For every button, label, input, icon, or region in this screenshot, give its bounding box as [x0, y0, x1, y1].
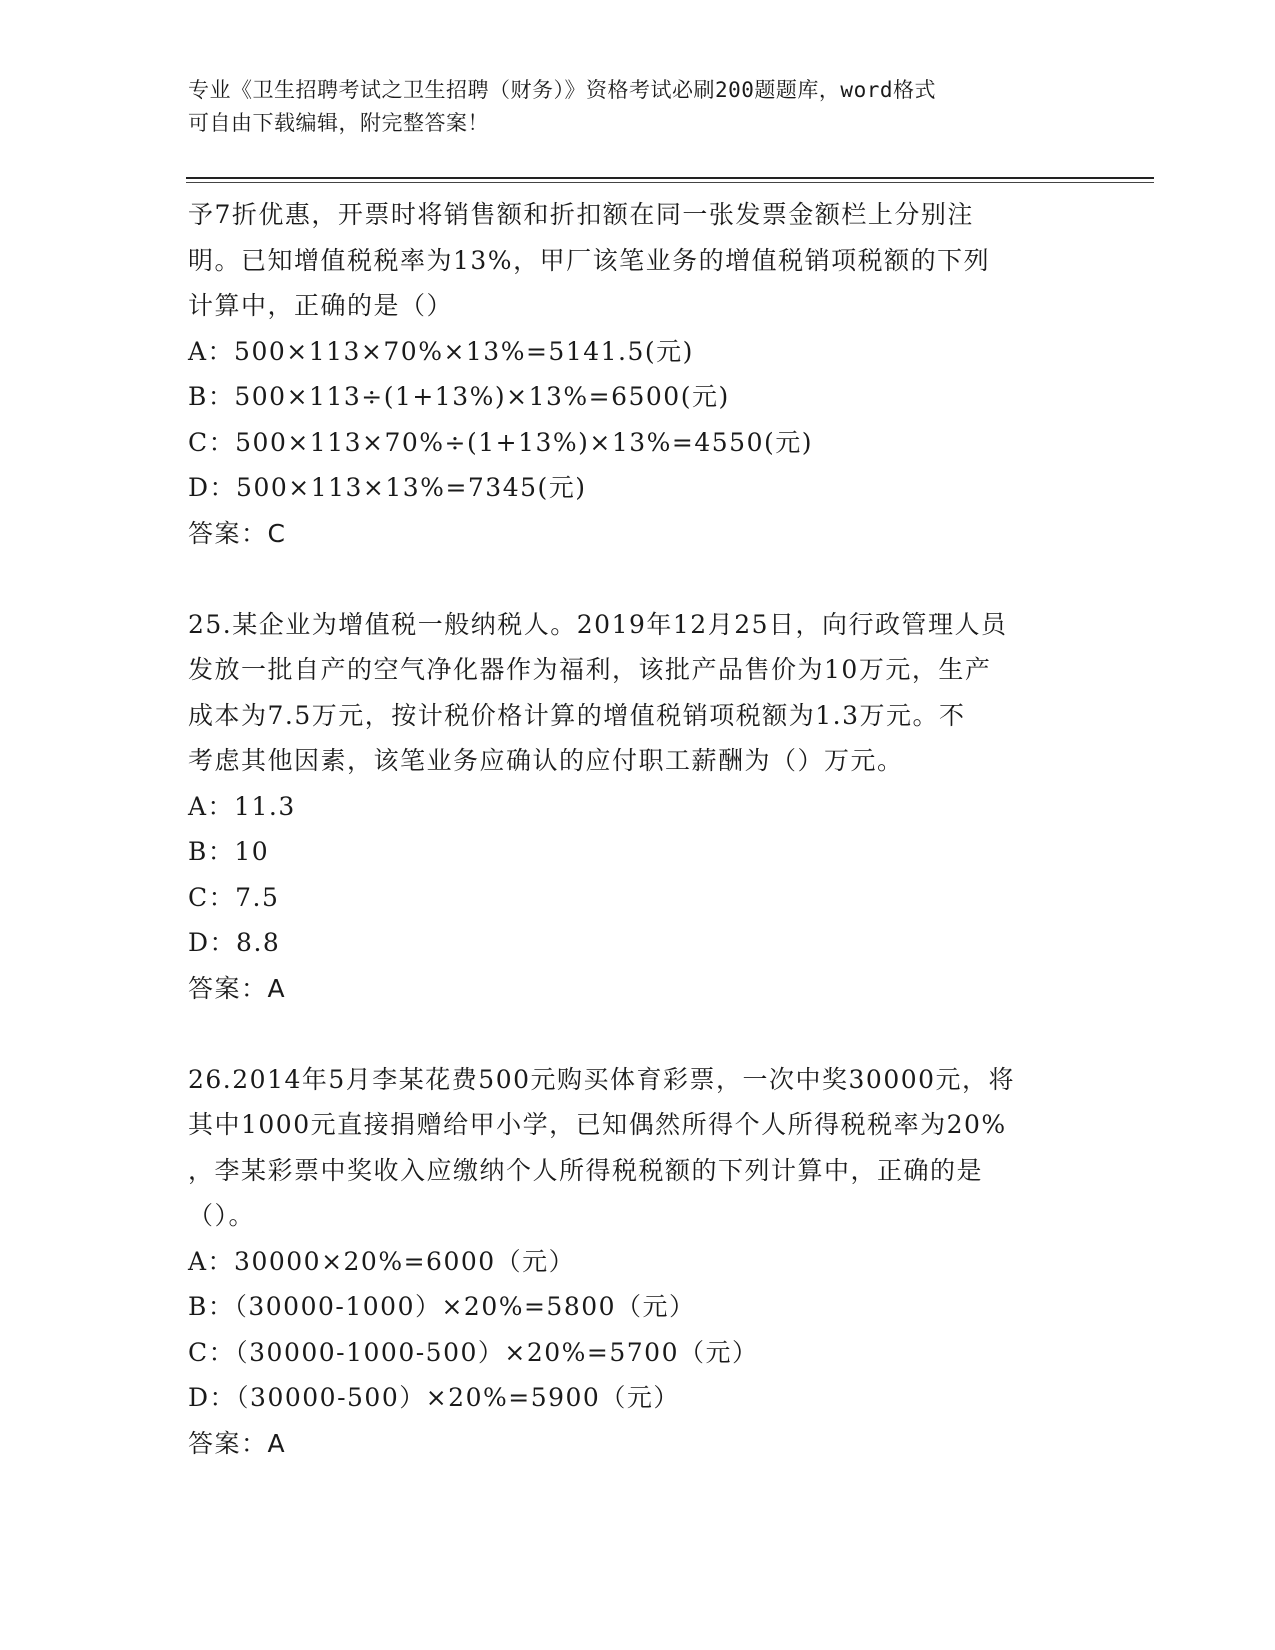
- question-26-stem-line-2: 其中1000元直接捐赠给甲小学，已知偶然所得个人所得税税率为20%: [188, 1110, 1007, 1139]
- question-26-option-d: D：（30000-500）×20%=5900（元）: [188, 1383, 680, 1412]
- question-26-stem-line-4: （）。: [188, 1201, 256, 1230]
- question-24-option-a: A：500×113×70%×13%=5141.5(元): [188, 336, 694, 366]
- question-26-stem-line-3: ，李某彩票中奖收入应缴纳个人所得税税额的下列计算中，正确的是: [188, 1155, 984, 1185]
- question-24-option-d: D：500×113×13%=7345(元): [188, 473, 587, 502]
- question-26: [188, 1057, 1088, 1467]
- question-24-option-b: B：500×113÷(1+13%)×13%=6500(元): [188, 382, 730, 411]
- question-26-option-b: B：（30000-1000）×20%=5800（元）: [188, 1292, 696, 1321]
- question-25-stem-line-2: 发放一批自产的空气净化器作为福利，该批产品售价为10万元，生产: [188, 655, 992, 684]
- question-25-stem-line-4: 考虑其他因素，该笔业务应确认的应付职工薪酬为（）万元。: [188, 746, 904, 775]
- question-25-stem-line-3: 成本为7.5万元，按计税价格计算的增值税销项税额为1.3万元。不: [188, 700, 966, 730]
- spacer: [188, 1011, 1088, 1057]
- question-list: [188, 192, 1088, 1466]
- question-26-stem-line-1: 26.2014年5月李某花费500元购买体育彩票，一次中奖30000元，将: [188, 1064, 1016, 1094]
- question-24: [188, 192, 1088, 556]
- question-24-stem-line-2: 明。已知增值税税率为13%，甲厂该笔业务的增值税销项税额的下列: [188, 245, 991, 275]
- question-26-option-c: C：（30000-1000-500）×20%=5700（元）: [188, 1337, 759, 1367]
- question-24-stem-line-3: 计算中，正确的是（）: [188, 291, 454, 320]
- question-24-answer: 答案：C: [188, 518, 287, 548]
- header-line-2: 可自由下载编辑，附完整答案！: [188, 111, 489, 135]
- header-rule-thick: [186, 177, 1154, 179]
- page-header: [188, 74, 1068, 140]
- question-24-stem-line-1: 予7折优惠，开票时将销售额和折扣额在同一张发票金额栏上分别注: [188, 200, 974, 229]
- question-25: [188, 602, 1088, 1012]
- question-25-option-c: C：7.5: [188, 882, 280, 912]
- header-rule-thin: [186, 182, 1154, 183]
- spacer: [188, 556, 1088, 602]
- question-25-option-a: A：11.3: [188, 791, 296, 821]
- question-26-answer: 答案：A: [188, 1428, 287, 1458]
- question-25-option-b: B：10: [188, 837, 270, 866]
- question-25-stem-line-1: 25.某企业为增值税一般纳税人。2019年12月25日，向行政管理人员: [188, 609, 1008, 639]
- question-25-answer: 答案：A: [188, 973, 287, 1003]
- header-line-1: 专业《卫生招聘考试之卫生招聘（财务）》资格考试必刷200题题库，word格式: [188, 78, 936, 102]
- question-24-option-c: C：500×113×70%÷(1+13%)×13%=4550(元): [188, 427, 813, 457]
- question-25-option-d: D：8.8: [188, 928, 281, 957]
- question-26-option-a: A：30000×20%=6000（元）: [188, 1246, 576, 1276]
